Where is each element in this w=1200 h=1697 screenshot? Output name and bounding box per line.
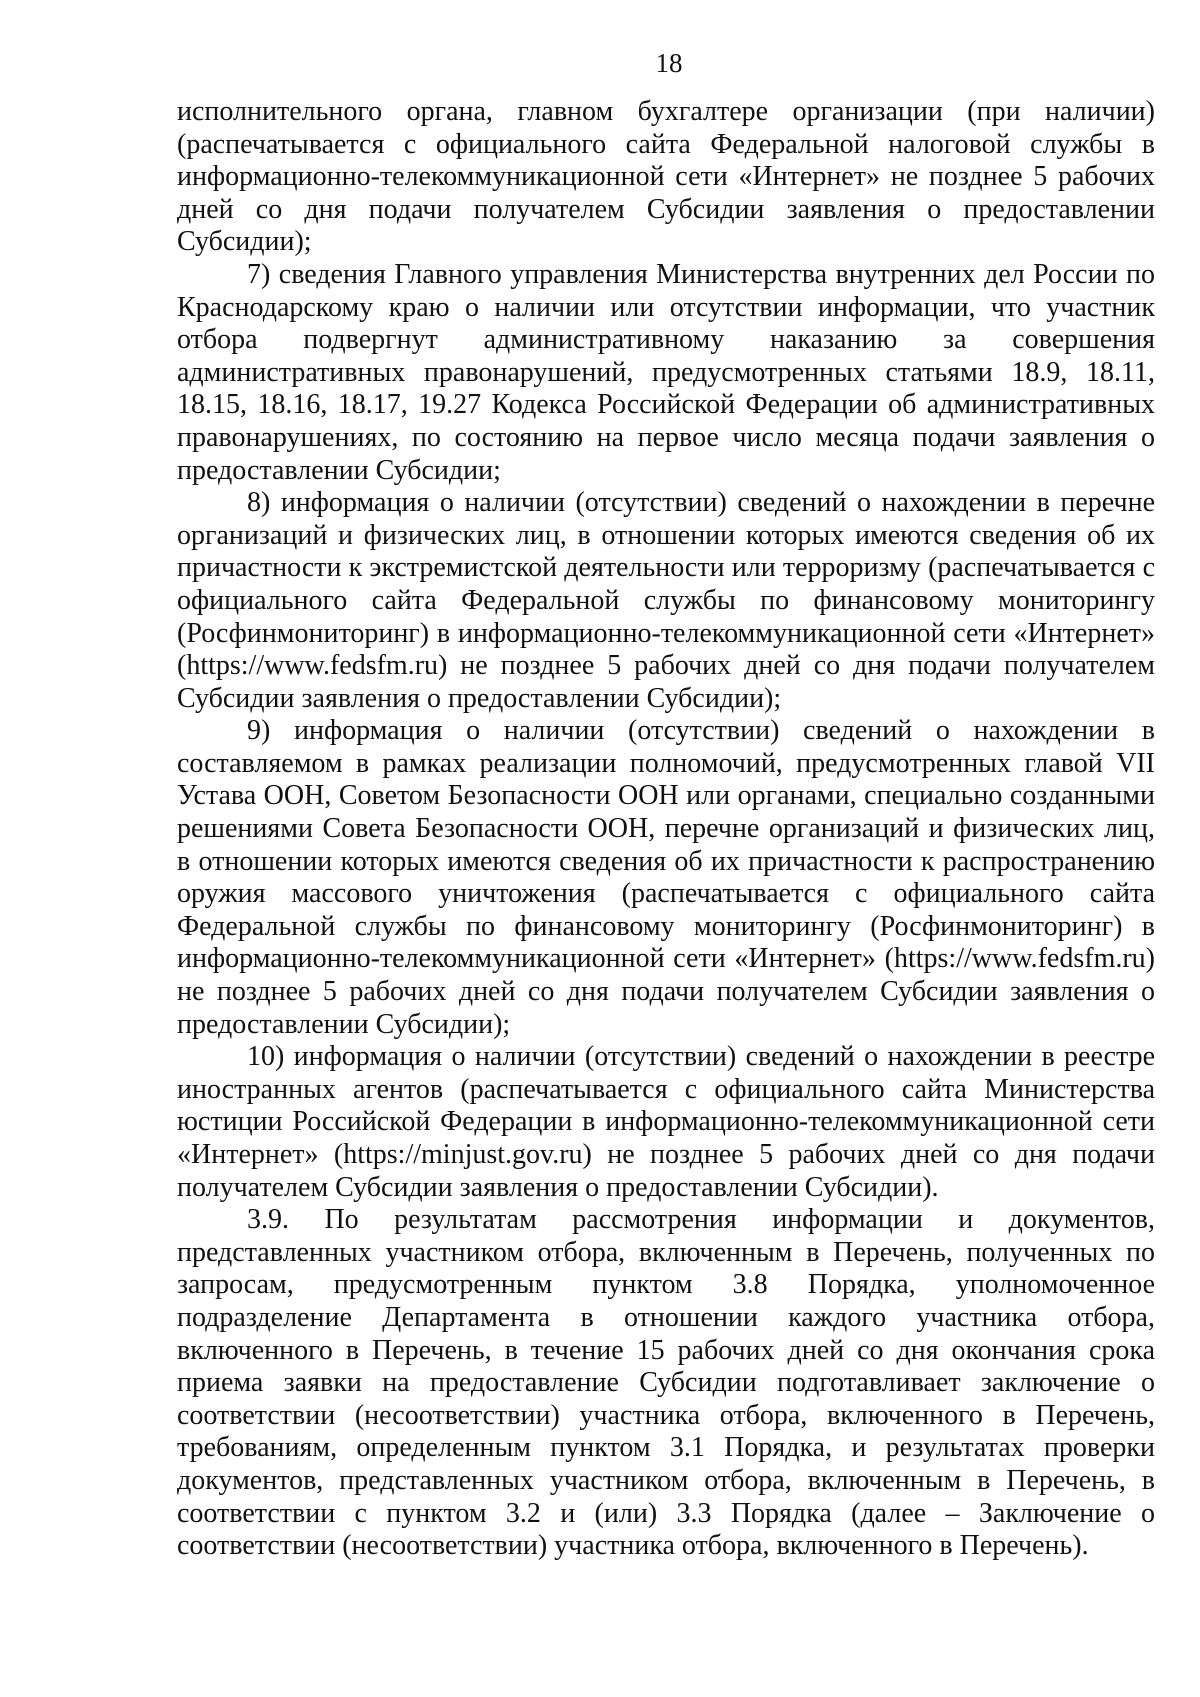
paragraph-item-8: 8) информация о наличии (отсутствии) сведений о нахождении в перечне организаций и физических лиц, в отношении которых имеются сведения об их причастности к экстремистской деятельности или терроризму (распечатывается с официального сайта Федеральной службы по финансовому мониторингу (Росфинмониторинг) в информационно-телекоммуникационной сети «Интернет» (https://www.fedsfm.ru) не позднее 5 рабочих дней со дня подачи получателем Субсидии заявления о предоставлении Субсидии); — [177, 487, 1155, 714]
paragraph-continuation: исполнительного органа, главном бухгалтере организации (при наличии) (распечатывается с официального сайта Федеральной налоговой службы в информационно-телекоммуникационной сети «Интернет» не позднее 5 рабочих дней со дня подачи получателем Субсидии заявления о предоставлении Субсидии); — [177, 96, 1155, 258]
paragraph-item-7: 7) сведения Главного управления Министерства внутренних дел России по Краснодарскому краю о наличии или отсутствии информации, что участник отбора подвергнут административному наказанию за совершения административных правонарушений, предусмотренных статьями 18.9, 18.11, 18.15, 18.16, 18.17, 19.27 Кодекса Российской Федерации об административных правонарушениях, по состоянию на первое число месяца подачи заявления о предоставлении Субсидии; — [177, 258, 1155, 486]
paragraph-item-10: 10) информация о наличии (отсутствии) сведений о нахождении в реестре иностранных агентов (распечатывается с официального сайта Министерства юстиции Российской Федерации в информационно-телекоммуникационной сети «Интернет» (https://minjust.gov.ru) не позднее 5 рабочих дней со дня подачи получателем Субсидии заявления о предоставлении Субсидии). — [177, 1041, 1155, 1203]
paragraph-item-9: 9) информация о наличии (отсутствии) сведений о нахождении в составляемом в рамках реализации полномочий, предусмотренных главой VII Устава ООН, Советом Безопасности ООН или органами, специально созданными решениями Совета Безопасности ООН, перечне организаций и физических лиц, в отношении которых имеются сведения об их причастности к распространению оружия массового уничтожения (распечатывается с официального сайта Федеральной службы по финансовому мониторингу (Росфинмониторинг) в информационно-телекоммуникационной сети «Интернет» (https://www.fedsfm.ru) не позднее 5 рабочих дней со дня подачи получателем Субсидии заявления о предоставлении Субсидии); — [177, 715, 1155, 1040]
page-number: 18 — [655, 48, 683, 78]
document-body — [177, 96, 1155, 1563]
paragraph-section-3-9: 3.9. По результатам рассмотрения информации и документов, представленных участником отбора, включенным в Перечень, полученных по запросам, предусмотренным пунктом 3.8 Порядка, уполномоченное подразделение Департамента в отношении каждого участника отбора, включенного в Перечень, в течение 15 рабочих дней со дня окончания срока приема заявки на предоставление Субсидии подготавливает заключение о соответствии (несоответствии) участника отбора, включенного в Перечень, требованиям, определенным пунктом 3.1 Порядка, и результатах проверки документов, представленных участником отбора, включенным в Перечень, в соответствии с пунктом 3.2 и (или) 3.3 Порядка (далее – Заключение о соответствии (несоответствии) участника отбора, включенного в Перечень). — [177, 1204, 1155, 1562]
